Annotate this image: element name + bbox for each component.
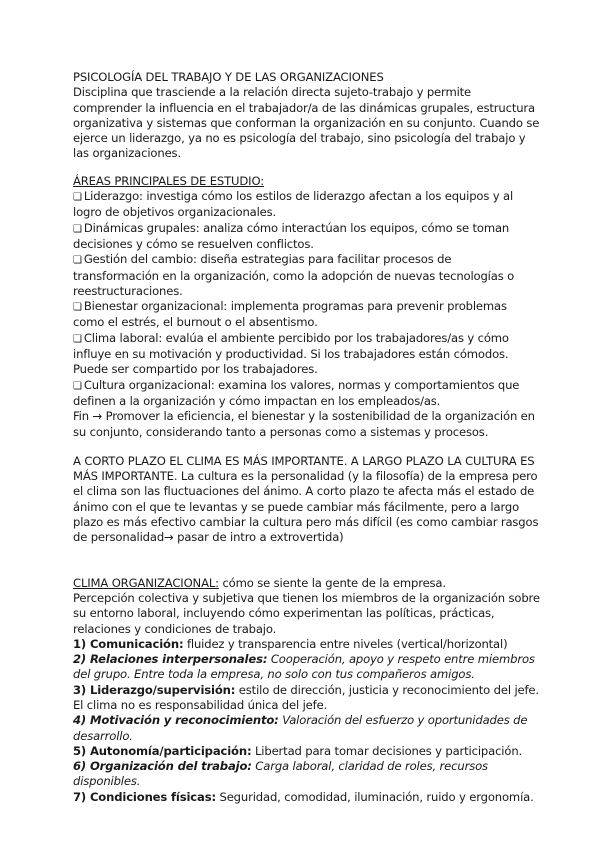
checkbox-bullet-icon: ❏ [73,192,82,204]
checkbox-bullet-icon: ❏ [73,302,82,314]
intro-paragraph: Disciplina que trasciende a la relación directa sujeto-trabajo y permite comprender la influencia en el trabajador/a de las dinámicas grupales, estructura organizativa y sistemas que conforman la organización en su conjunto. Cuando se ejerce un liderazgo, ya no es psicología del trabajo, sino psicología del trabajo y las organizaciones. [73,85,540,161]
dimension-item: 4) Motivación y reconocimiento: Valoración del esfuerzo y oportunidades de desarrollo. [73,713,528,743]
list-item: ❏ Gestión del cambio: diseña estrategias para facilitar procesos de transformación en la organización, como la adopción de nuevas tecnologías o reestructuraciones. [73,252,515,298]
checkbox-bullet-icon: ❏ [73,380,82,392]
dimension-item: 3) Liderazgo/supervisión: estilo de dirección, justicia y reconocimiento del jefe. El clima no es responsabilidad única del jefe. [73,682,539,712]
clima-definition: Percepción colectiva y subjetiva que tienen los miembros de la organización sobre su entorno laboral, incluyendo cómo experimentan las políticas, prácticas, relaciones y condiciones de trabajo. [73,590,540,636]
dimension-item: 7) Condiciones físicas: Seguridad, comodidad, iluminación, ruido y ergonomía. [73,789,534,804]
list-item: ❏ Bienestar organizacional: implementa programas para prevenir problemas como el estrés, el burnout o el absentismo. [73,299,507,330]
areas-heading: ÁREAS PRINCIPALES DE ESTUDIO: [73,173,264,188]
clima-dimensions-list [73,637,540,805]
list-item: ❏ Cultura organizacional: examina los valores, normas y comportamientos que definen a la organización y cómo impactan en los empleados/as. [73,377,520,408]
clima-heading-rest: cómo se siente la gente de la empresa. [218,575,446,590]
climate-culture-paragraph: A CORTO PLAZO EL CLIMA ES MÁS IMPORTANTE. A LARGO PLAZO LA CULTURA ES MÁS IMPORTANTE. La cultura es la personalidad (y la filosofía) de la empresa pero el clima son las fluctuaciones del ánimo. A corto plazo te afecta más el estado de ánimo con el que te levantas y se puede cambiar más fácilmente, pero a largo plazo es más efectivo cambiar la cultura pero más difícil (es como cambiar rasgos de personalidad→ pasar de intro a extrovertida) [73,453,539,545]
document-title: PSICOLOGÍA DEL TRABAJO Y DE LAS ORGANIZACIONES [73,70,384,84]
clima-heading-line [73,576,540,591]
checkbox-bullet-icon: ❏ [73,255,82,267]
fin-statement: Fin → Promover la eficiencia, el bienestar y la sostenibilidad de la organización en su conjunto, considerando tanto a personas como a sistemas y procesos. [73,409,535,439]
list-item: ❏ Clima laboral: evalúa el ambiente percibido por los trabajadores/as y cómo influye en su motivación y productividad. Si los trabajadores están cómodos. Puede ser compartido por los trabajadores. [73,330,509,377]
checkbox-bullet-icon: ❏ [73,333,82,345]
list-item: ❏ Liderazgo: investiga cómo los estilos de liderazgo afectan a los equipos y al logro de objetivos organizacionales. [73,189,514,220]
dimension-item: 5) Autonomía/participación: Libertad para tomar decisiones y participación. [73,743,523,758]
areas-list [73,189,540,409]
list-item: ❏ Dinámicas grupales: analiza cómo interactúan los equipos, cómo se toman decisiones y cómo se resuelven conflictos. [73,220,510,251]
clima-heading: CLIMA ORGANIZACIONAL: [73,575,219,590]
dimension-item: 2) Relaciones interpersonales: Cooperación, apoyo y respeto entre miembros del grupo. Entre toda la empresa, no solo con tus compañeros amigos. [73,652,535,682]
dimension-item: 6) Organización del trabajo: Carga laboral, claridad de roles, recursos disponibles. [73,759,488,789]
checkbox-bullet-icon: ❏ [73,223,82,235]
dimension-item: 1) Comunicación: fluidez y transparencia entre niveles (vertical/horizontal) [73,636,508,651]
